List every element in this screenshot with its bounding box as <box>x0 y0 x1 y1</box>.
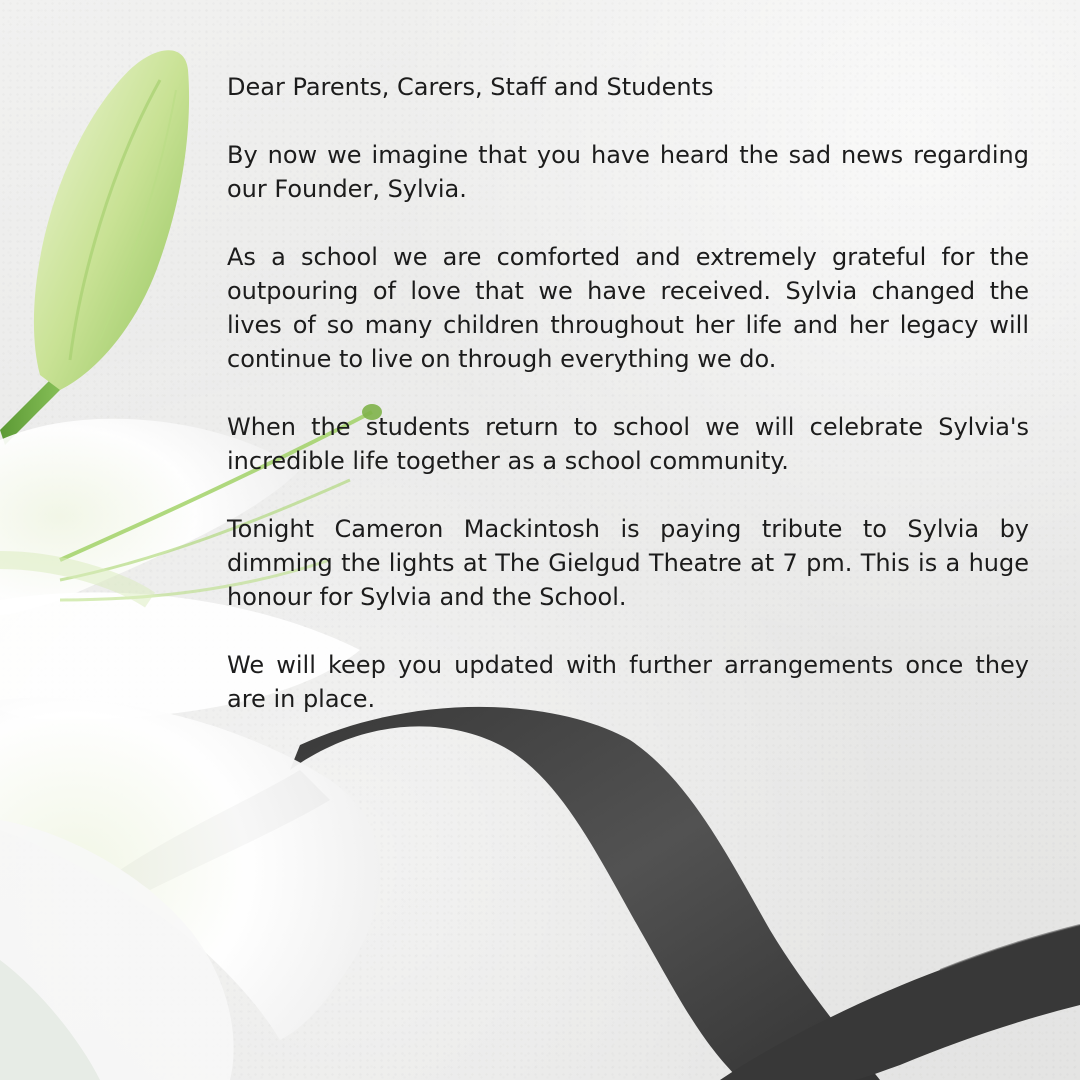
lily-bud <box>34 50 189 390</box>
letter-paragraph-celebration: When the students return to school we will celebrate Sylvia's incredible life together as a school community. <box>227 413 1029 475</box>
letter-body <box>227 70 1029 716</box>
letter-paragraph-gratitude: As a school we are comforted and extremely grateful for the outpouring of love that we have received. Sylvia changed the lives of so many children throughout her life and her legacy will continue to live on through everything we do. <box>227 243 1029 373</box>
letter-paragraph-news: By now we imagine that you have heard the sad news regarding our Founder, Sylvia. <box>227 141 1029 203</box>
letter-paragraph-tribute: Tonight Cameron Mackintosh is paying tribute to Sylvia by dimming the lights at The Gielgud Theatre at 7 pm. This is a huge honour for Sylvia and the School. <box>227 515 1029 611</box>
letter-greeting: Dear Parents, Carers, Staff and Students <box>227 73 714 101</box>
letter-paragraph-updates: We will keep you updated with further arrangements once they are in place. <box>227 651 1029 713</box>
